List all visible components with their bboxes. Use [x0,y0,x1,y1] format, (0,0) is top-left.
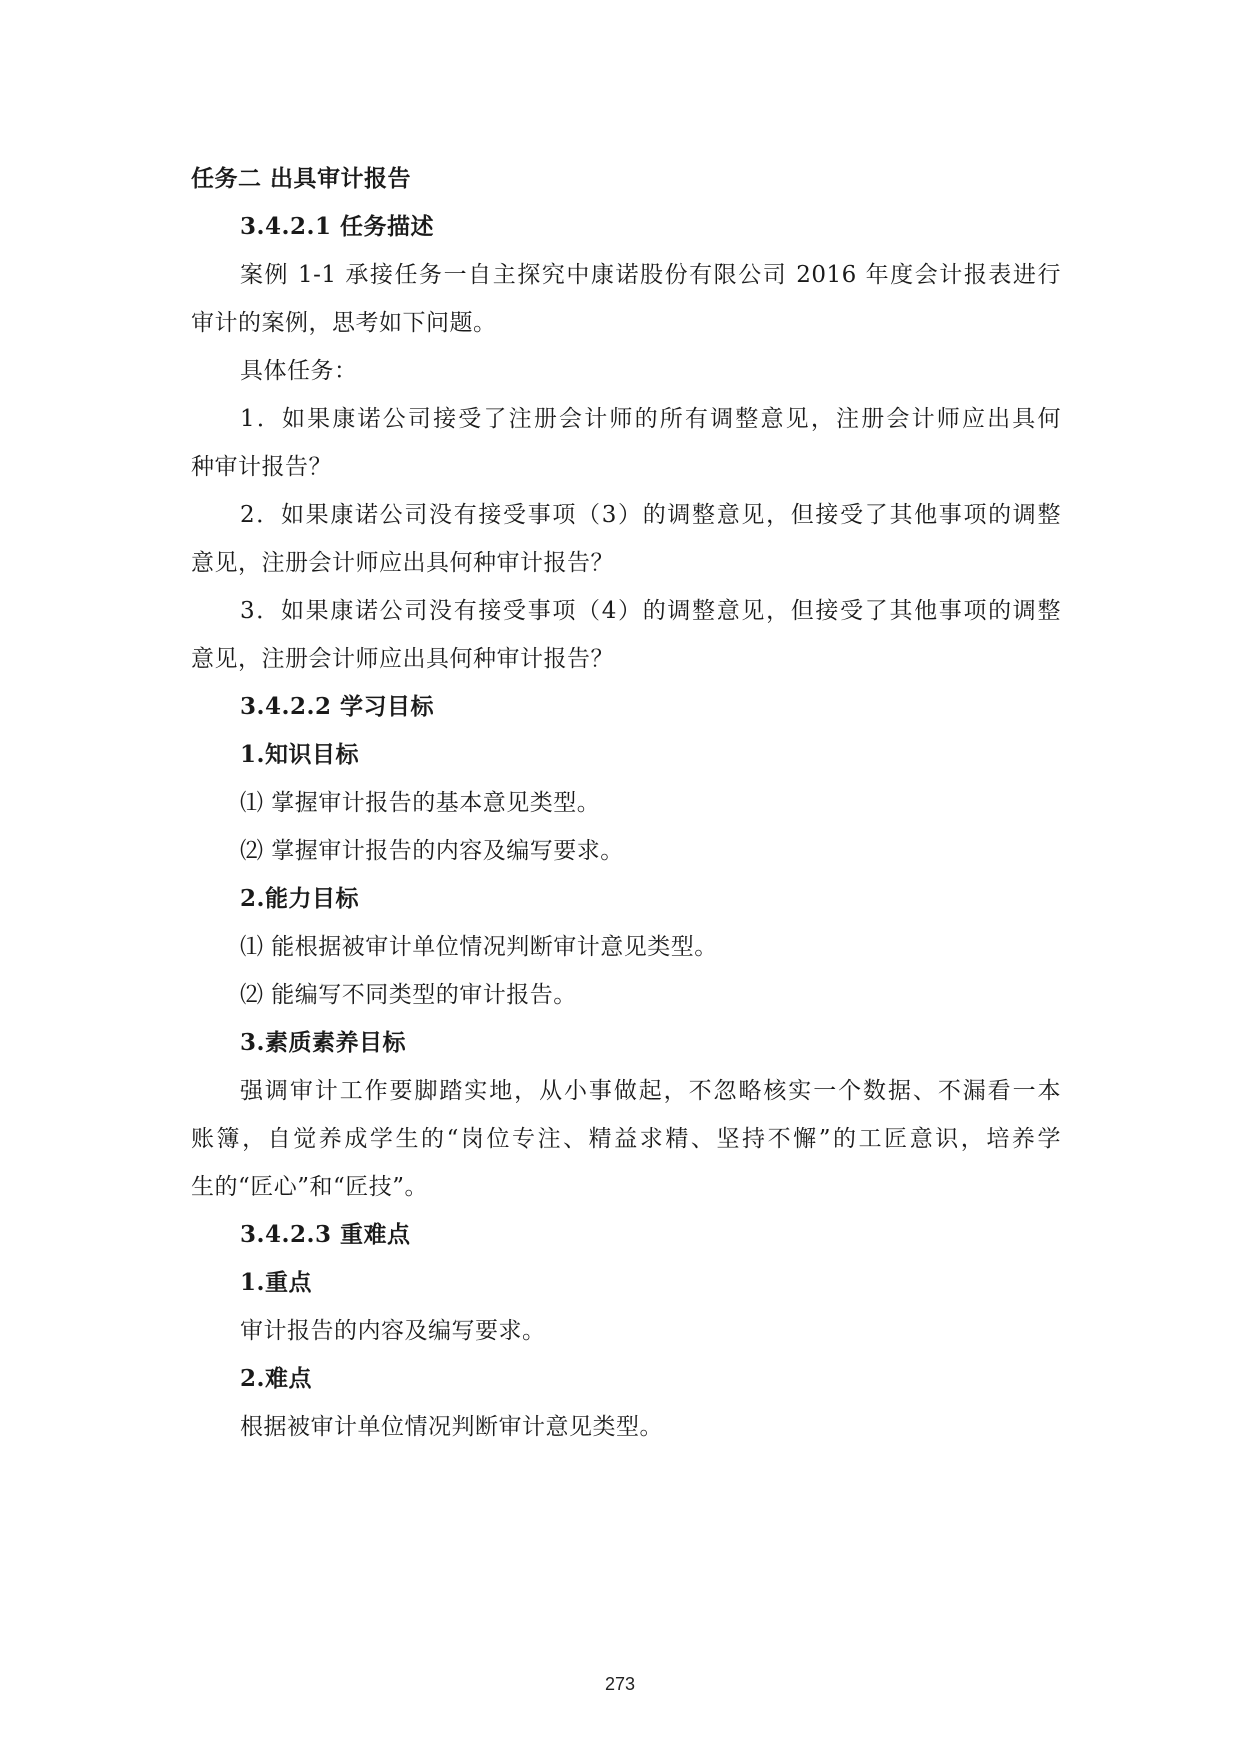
specific-task-label: 具体任务： [240,358,358,384]
difficult-point-text: 根据被审计单位情况判断审计意见类型。 [240,1414,663,1440]
page-number: 273 [604,1674,636,1694]
knowledge-goal-heading: 1.知识目标 [240,741,360,768]
question-1-line-2: 种审计报告？ [191,454,332,480]
knowledge-goal-item-2: ⑵ 掌握审计报告的内容及编写要求。 [240,838,624,864]
quality-goal-heading: 3.素质素养目标 [240,1029,407,1056]
key-point-text: 审计报告的内容及编写要求。 [240,1318,546,1344]
ability-goal-item-1: ⑴ 能根据被审计单位情况判断审计意见类型。 [240,934,718,960]
ability-goal-heading: 2.能力目标 [240,885,360,912]
quality-text-line-1: 强调审计工作要脚踏实地，从小事做起，不忽略核实一个数据、不漏看一本 [240,1078,1061,1104]
section-heading-learning-goals: 3.4.2.2 学习目标 [240,693,435,720]
question-2-line-1: 2．如果康诺公司没有接受事项（3）的调整意见，但接受了其他事项的调整 [240,502,1061,528]
document-body [191,155,1061,1451]
section-heading-task-description: 3.4.2.1 任务描述 [240,213,435,240]
case-text-line-1: 案例 1-1 承接任务一自主探究中康诺股份有限公司 2016 年度会计报表进行 [240,262,1061,288]
case-text-line-2: 审计的案例，思考如下问题。 [191,310,497,336]
question-2-line-2: 意见，注册会计师应出具何种审计报告？ [191,550,614,576]
section-heading-key-difficult-points: 3.4.2.3 重难点 [240,1221,411,1248]
key-point-heading: 1.重点 [240,1269,313,1296]
task-title: 任务二 出具审计报告 [191,165,412,192]
ability-goal-item-2: ⑵ 能编写不同类型的审计报告。 [240,982,577,1008]
question-1-line-1: 1．如果康诺公司接受了注册会计师的所有调整意见，注册会计师应出具何 [240,406,1061,432]
question-3-line-1: 3．如果康诺公司没有接受事项（4）的调整意见，但接受了其他事项的调整 [240,598,1061,624]
question-3-line-2: 意见，注册会计师应出具何种审计报告？ [191,646,614,672]
quality-text-line-2: 账簿，自觉养成学生的“岗位专注、精益求精、坚持不懈”的工匠意识，培养学 [191,1126,1061,1152]
difficult-point-heading: 2.难点 [240,1365,313,1392]
quality-text-line-3: 生的“匠心”和“匠技”。 [191,1174,429,1200]
knowledge-goal-item-1: ⑴ 掌握审计报告的基本意见类型。 [240,790,601,816]
